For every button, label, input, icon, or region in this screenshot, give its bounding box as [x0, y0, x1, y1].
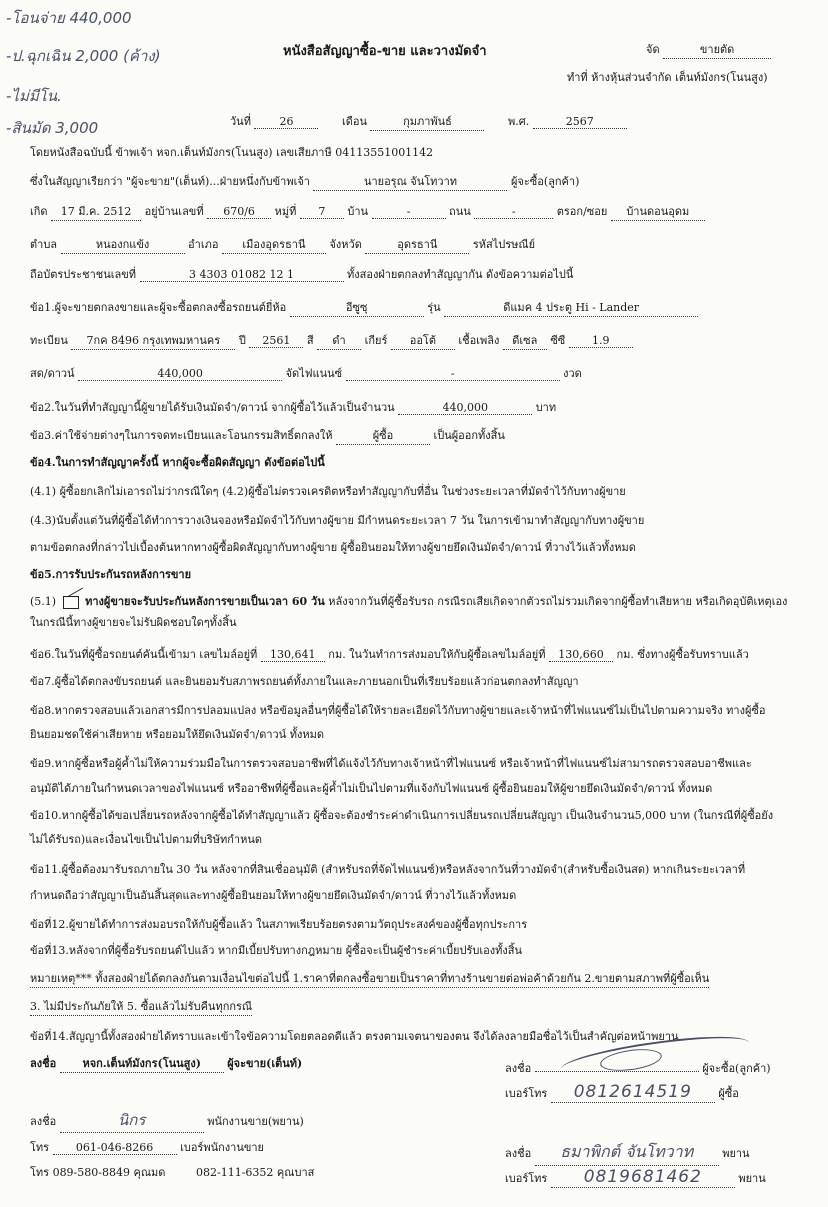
car-row-1 — [30, 298, 698, 317]
id-suffix: ทั้งสองฝ่ายตกลงทำสัญญากัน ดังข้อความต่อไปนี้ — [347, 268, 574, 281]
clause-4-3b: ตามข้อตกลงที่กล่าวไปเบื้องต้นหากทางผู้ซื้อผิดสัญญากับทางผู้ขาย ผู้ซื้อยินยอมให้ทางผู้ขายยึดเงินมัดจำ/ดาวน์ ที่วางไว้แล้วทั้งหมด — [30, 541, 636, 554]
car-registration: 7กค 8496 กรุงเทพมหานคร — [71, 331, 235, 350]
witness-phone-role: พยาน — [738, 1172, 766, 1185]
witness-role: พยาน — [722, 1147, 750, 1160]
car-color: ดำ — [317, 331, 361, 350]
buyer-prefix: ซึ่งในสัญญาเรียกว่า "ผู้จะขาย"(เต็นท์)...ฝ่ายหนึ่งกับข้าพเจ้า — [30, 175, 310, 188]
warranty-checkbox[interactable] — [63, 596, 79, 609]
month-value: กุมภาพันธ์ — [370, 112, 484, 131]
clause-8b: ยินยอมชดใช้ค่าเสียหาย หรือยอมให้ยึดเงินมัดจำ/ดาวน์ ทั้งหมด — [30, 728, 324, 741]
clause3-prefix: ข้อ3.ค่าใช้จ่ายต่างๆในการจดทะเบียนและโอนกรรมสิทธิ์ตกลงให้ — [30, 429, 333, 442]
staff-phone: 061-046-8266 — [53, 1141, 177, 1155]
remark-line-1: หมายเหตุ*** ทั้งสองฝ่ายได้ตกลงกันตามเงื่อนไขต่อไปนี้ 1.ราคาที่ตกลงซื้อขายเป็นราคาที่ทางร้านขายต่อพ่อค้าด้วยกัน 2.ขายตามสภาพที่ผู้ซื้อเห็น — [30, 969, 709, 988]
clause-4-title: ข้อ4.ในการทำสัญญาครั้งนี้ หากผู้จะซื้อผิดสัญญา ดังข้อต่อไปนี้ — [30, 456, 325, 469]
status-field — [646, 40, 771, 59]
car-gear: ออโต้ — [391, 331, 455, 350]
witness-sign-label: ลงชื่อ — [505, 1147, 532, 1160]
car-row-3 — [30, 364, 582, 382]
car-cc: 1.9 — [569, 334, 633, 348]
car-brand: อีซูซุ — [290, 298, 424, 317]
document-title: หนังสือสัญญาซื้อ-ขาย และวางมัดจำ — [283, 44, 487, 59]
clause1-prefix: ข้อ1.ผู้จะขายตกลงขายและผู้จะซื้อตกลงซื้อรถยนต์ยี่ห้อ — [30, 301, 287, 314]
road-value: - — [474, 205, 553, 219]
staff-signature-row — [30, 1108, 304, 1133]
clause-4-3a: (4.3)นับตั้งแต่วันที่ผู้ซื้อได้ทำการวางเงินจองหรือมัดจำไว้กับทางผู้ขาย มีกำหนดระยะเวลา 7 วัน ในการเข้ามาทำสัญญากับทางผู้ขาย — [30, 514, 645, 527]
handnote-no-book: -ไม่มีโน. — [6, 87, 62, 105]
buyer-phone-row — [505, 1082, 739, 1103]
house-label: อยู่บ้านเลขที่ — [144, 205, 204, 218]
district-row — [30, 235, 535, 254]
staff-sign-label: ลงชื่อ — [30, 1115, 57, 1128]
clause6-suffix: กม. ซึ่งทางผู้ซื้อรับทราบแล้ว — [616, 648, 749, 661]
cash-label: สด/ดาวน์ — [30, 367, 75, 380]
clause-5-1c: ในกรณีนี้ทางผู้ขายจะไม่รับผิดชอบใดๆทั้งสิ้น — [30, 616, 237, 629]
mileage-out: 130,660 — [549, 648, 613, 662]
seller-sign-label: ลงชื่อ — [30, 1057, 57, 1070]
finance-value: - — [346, 367, 560, 381]
model-label: รุ่น — [427, 301, 441, 314]
clause-8a: ข้อ8.หากตรวจสอบแล้วเอกสารมีการปลอมแปลง หรือข้อมูลอื่นๆที่ผู้ซื้อได้ให้รายละเอียดไว้กับทางผู้ขายและเจ้าหน้าที่ไฟแนนซ์ไม่เป็นไปตามความจริง ทางผู้ซื้อ — [30, 704, 766, 717]
id-value: 3 4303 01082 12 1 — [140, 268, 344, 282]
clause5-1-detail: หลังจากวันที่ผู้ซื้อรับรถ กรณีรถเสียเกิดจากตัวรถไม่รวมเกิดจากผู้ซื้อทำเสียหาย หรือเกิดอุบัติเหตุเอง — [328, 595, 788, 608]
amphoe-value: เมืองอุดรธานี — [222, 235, 326, 254]
buyer-row — [30, 172, 579, 191]
clause2-amount: 440,000 — [398, 401, 532, 415]
installment-label: งวด — [563, 367, 582, 380]
id-row — [30, 265, 573, 283]
fuel-label: เชื้อเพลิง — [458, 334, 500, 347]
car-model: ดีแมค 4 ประตู Hi - Lander — [444, 298, 698, 317]
birth-value: 17 มี.ค. 2512 — [51, 202, 141, 221]
contract-location: ทำที่ ห้างหุ้นส่วนจำกัด เต็นท์มังกร(โนนสูง) — [567, 71, 768, 84]
handnote-deposit: -สินมัด 3,000 — [6, 119, 99, 137]
status-value: ขายตัด — [663, 40, 771, 59]
village-label: บ้าน — [347, 205, 369, 218]
province-value: อุดรธานี — [365, 235, 469, 254]
buyer-phone-label: เบอร์โทร — [505, 1087, 548, 1100]
amphoe-label: อำเภอ — [188, 238, 219, 251]
clause2-unit: บาท — [535, 401, 557, 414]
witness-phone-row — [505, 1167, 766, 1188]
clause-11a: ข้อ11.ผู้ซื้อต้องมารับรถภายใน 30 วัน หลังจากที่สินเชื่ออนุมัติ (สำหรับรถที่จัดไฟแนนซ์)หรือหลังจากวันที่วางมัดจำ(สำหรับซื้อเงินสด) หากเกินระยะเวลาที่ — [30, 863, 746, 876]
buyer-role: ผู้จะซื้อ(ลูกค้า) — [702, 1062, 771, 1075]
handnote-insurance: -ป.ฉุกเฉิน 2,000 (ค้าง) — [6, 47, 161, 65]
day-value: 26 — [254, 115, 318, 129]
cc-label: ซีซี — [550, 334, 566, 347]
soi-value: บ้านดอนอุดม — [611, 202, 705, 221]
seller-role: ผู้จะขาย(เต็นท์) — [227, 1057, 303, 1070]
car-year-label: ปี — [238, 334, 246, 347]
clause-7: ข้อ7.ผู้ซื้อได้ตกลงขับรถยนต์ และยินยอมรับสภาพรถยนต์ทั้งภายในและภายนอกเป็นที่เรียบร้อยแล้วก่อนตกลงทำสัญญา — [30, 675, 579, 688]
clause-11b: กำหนดถือว่าสัญญาเป็นอันสิ้นสุดและทางผู้ซื้อยินยอมให้ทางผู้ขายยึดเงินมัดจำ/ดาวน์ ที่วางไว้แล้วทั้งหมด — [30, 889, 517, 902]
buyer-phone: 0812614519 — [551, 1082, 715, 1103]
clause-5-1 — [30, 592, 787, 610]
village-value: - — [372, 205, 446, 219]
moo-label: หมู่ที่ — [274, 205, 297, 218]
clause-10a: ข้อ10.หากผู้ซื้อได้ขอเปลี่ยนรถหลังจากผู้ซื้อได้ทำสัญญาแล้ว ผู้ซื้อจะต้องชำระค่าดำเนินการเปลี่ยนรถเปลี่ยนสัญญา เป็นเงินจำนวน5,000 บาท (ในกรณีที่ผู้ซื้อยัง — [30, 809, 774, 822]
clause-13: ข้อที่13.หลังจากที่ผู้ซื้อรับรถยนต์ไปแล้ว หากมีเบี้ยปรับทางกฎหมาย ผู้ซื้อจะเป็นผู้ชำระค่าเบี้ยปรับเองทั้งสิ้น — [30, 944, 522, 957]
clause6-mid: กม. ในวันทำการส่งมอบให้กับผู้ซื้อเลขไมล์อยู่ที่ — [328, 648, 546, 661]
reg-label: ทะเบียน — [30, 334, 68, 347]
province-label: จังหวัด — [329, 238, 362, 251]
buyer-sign-label: ลงชื่อ — [505, 1062, 532, 1075]
tambon-value: หนองกแข้ง — [61, 235, 185, 254]
witness-phone-label: เบอร์โทร — [505, 1172, 548, 1185]
year-value: 2567 — [533, 115, 627, 129]
buyer-phone-suffix: ผู้ซื้อ — [718, 1087, 739, 1100]
tambon-label: ตำบล — [30, 238, 58, 251]
remark-line-2: 3. ไม่มีประกันภัยให้ 5. ซื้อแล้วไม่รับคืนทุกกรณี — [30, 997, 252, 1016]
clause5-1-warranty: ทางผู้ขายจะรับประกันหลังการขายเป็นเวลา 60 วัน — [85, 595, 325, 608]
witness-signature: ธมาพิกต์ จันโทวาท — [535, 1140, 719, 1166]
staff-signature: นิกร — [60, 1108, 204, 1133]
finance-label: จัดไฟแนนซ์ — [285, 367, 343, 380]
soi-label: ตรอก/ซอย — [556, 205, 608, 218]
clause3-suffix: เป็นผู้ออกทั้งสิ้น — [433, 429, 505, 442]
moo-value: 7 — [300, 205, 344, 219]
cash-value: 440,000 — [78, 367, 282, 381]
buyer-name: นายอรุณ จันโทวาท — [313, 172, 507, 191]
clause-12: ข้อที่12.ผู้ขายได้ทำการส่งมอบรถให้กับผู้ซื้อแล้ว ในสภาพเรียบร้อยตรงตามวัตถุประสงค์ของผู้ซื้อทุกประการ — [30, 918, 528, 931]
clause-5-title: ข้อ5.การรับประกันรถหลังการขาย — [30, 568, 192, 581]
status-label: จัด — [646, 43, 660, 56]
gear-label: เกียร์ — [364, 334, 388, 347]
seller-signature-row — [30, 1054, 302, 1073]
seller-name: หจก.เต็นท์มังกร(โนนสูง) — [60, 1054, 224, 1073]
address-row — [30, 202, 705, 221]
witness-signature-row — [505, 1140, 750, 1166]
car-year: 2561 — [249, 334, 303, 348]
month-label: เดือน — [341, 115, 367, 128]
clause-3 — [30, 426, 505, 445]
clause-2 — [30, 398, 556, 416]
zip-label: รหัสไปรษณีย์ — [472, 238, 536, 251]
clause-9b: อนุมัติได้ภายในกำหนดเวลาของไฟแนนซ์ หรืออาชีพที่ผู้ซื้อและผู้ค้ำไม่เป็นไปตามที่แจ้งกับไฟแนนซ์ ผู้ซื้อยินยอมให้ผู้ขายยึดเงินมัดจำ/ดาวน์ ทั้งหมด — [30, 782, 713, 795]
clause6-prefix: ข้อ6.ในวันที่ผู้ซื้อรถยนต์คันนี้เข้ามา เลขไมล์อยู่ที่ — [30, 648, 258, 661]
contact-tel-2: 082-111-6352 คุณบาส — [196, 1166, 315, 1179]
id-label: ถือบัตรประชาชนเลขที่ — [30, 268, 136, 281]
tel-label: โทร — [30, 1141, 50, 1154]
clause-9a: ข้อ9.หากผู้ซื้อหรือผู้ค้ำไม่ให้ความร่วมมือในการตรวจสอบอาชีพที่ได้แจ้งไว้กับทางเจ้าหน้าที่ไฟแนนซ์ หรือเจ้าหน้าที่ไฟแนนซ์ไม่สามารถตรวจสอบอาชีพและ — [30, 757, 752, 770]
handnote-transfer: -โอนจ่าย 440,000 — [6, 9, 132, 27]
clause-4-1: (4.1) ผู้ซื้อยกเลิกไม่เอารถไม่ว่ากรณีใดๆ (4.2)ผู้ซื้อไม่ตรวจเครดิตหรือทำสัญญากับที่อื่น ในช่วงระยะเวลาที่มัดจำไว้กับทางผู้ขาย — [30, 485, 626, 498]
staff-phone-role: เบอร์พนักงานขาย — [180, 1141, 264, 1154]
contact-tel-1: โทร 089-580-8849 คุณมด — [30, 1166, 166, 1179]
date-row — [230, 112, 627, 131]
witness-phone: 0819681462 — [551, 1167, 735, 1188]
year-label: พ.ศ. — [507, 115, 530, 128]
intro-text: โดยหนังสือฉบับนี้ ข้าพเจ้า หจก.เต็นท์มังกร(โนนสูง) เลขเสียภาษี 04113551001142 — [30, 146, 434, 159]
clause5-1-prefix: (5.1) — [30, 595, 57, 608]
car-fuel: ดีเซล — [503, 331, 547, 350]
buyer-suffix: ผู้จะซื้อ(ลูกค้า) — [510, 175, 580, 188]
mileage-in: 130,641 — [261, 648, 325, 662]
clause-6 — [30, 645, 749, 663]
clause-10b: ไม่ได้รับรถ)และเงื่อนไขเป็นไปตามที่บริษัทกำหนด — [30, 833, 262, 846]
clause-14: ข้อที่14.สัญญานี้ทั้งสองฝ่ายได้ทราบและเข้าใจข้อความโดยตลอดดีแล้ว ตรงตามเจตนาของตน จึงได้ลงลายมือชื่อไว้เป็นสำคัญต่อหน้าพยาน — [30, 1030, 679, 1043]
clause3-party: ผู้ซื้อ — [336, 426, 430, 445]
day-label: วันที่ — [230, 115, 251, 128]
color-label: สี — [306, 334, 314, 347]
staff-phone-row — [30, 1138, 264, 1156]
staff-role: พนักงานขาย(พยาน) — [207, 1115, 304, 1128]
clause2-prefix: ข้อ2.ในวันที่ทำสัญญานี้ผู้ขายได้รับเงินมัดจำ/ดาวน์ จากผู้ซื้อไว้แล้วเป็นจำนวน — [30, 401, 395, 414]
car-row-2 — [30, 331, 633, 350]
birth-label: เกิด — [30, 205, 48, 218]
house-value: 670/6 — [207, 205, 271, 219]
road-label: ถนน — [449, 205, 471, 218]
